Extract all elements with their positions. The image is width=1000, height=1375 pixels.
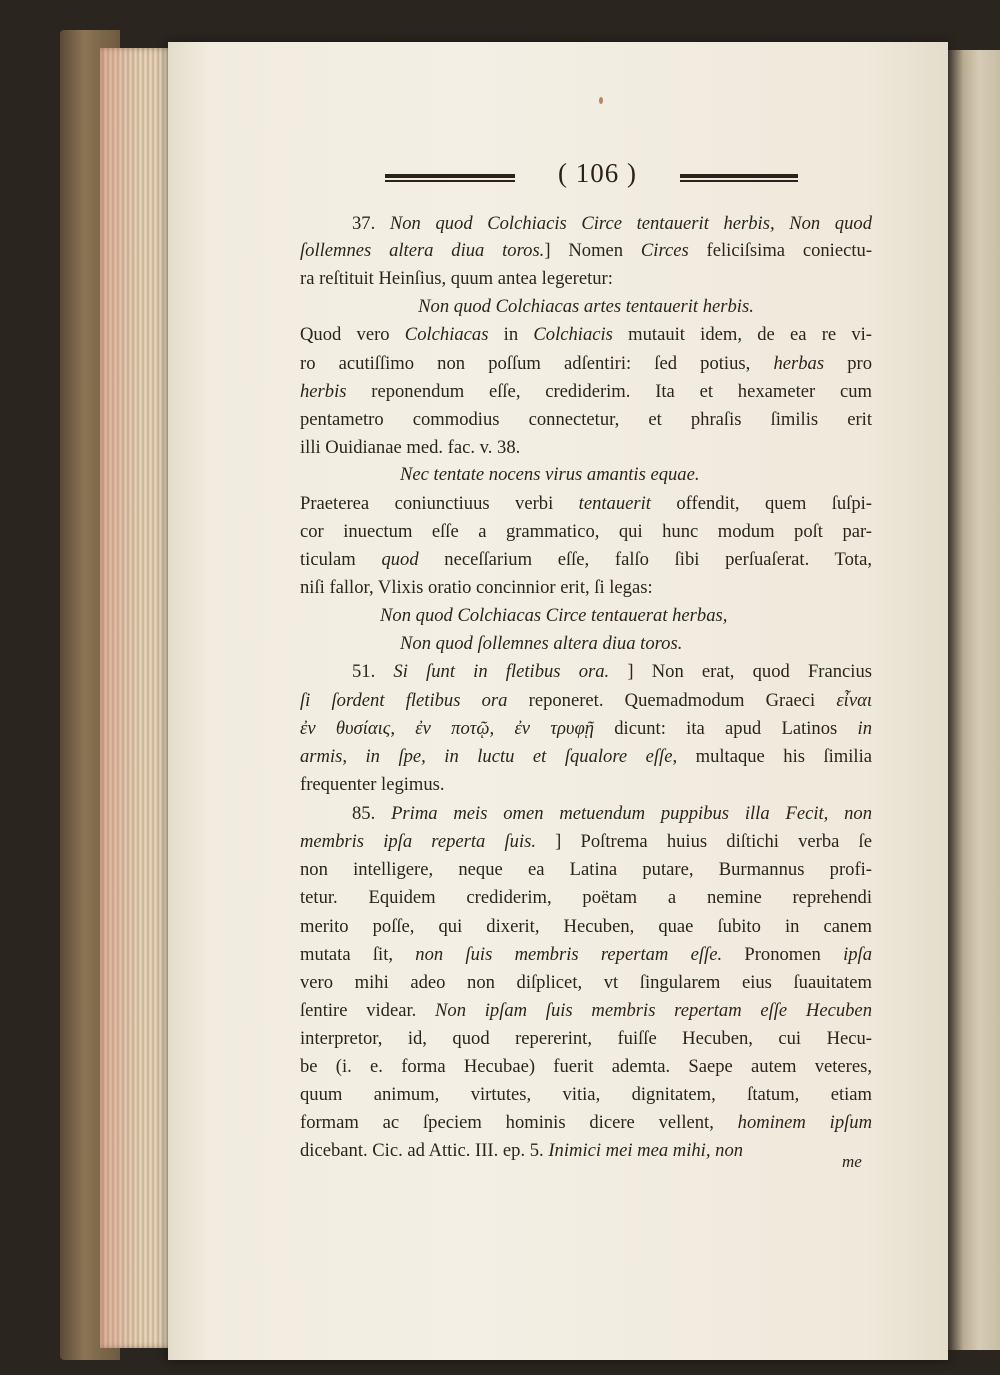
text-segment: offendit, quem ſuſpi-	[650, 493, 872, 514]
text-segment: formam ac ſpeciem hominis dicere vellent,	[300, 1112, 738, 1133]
text-segment: 85.	[352, 803, 392, 824]
text-segment: Quod vero	[300, 324, 405, 345]
text-segment: reponeret. Quemadmodum Graeci	[507, 690, 837, 711]
text-segment: ] Nomen	[544, 240, 641, 261]
text-segment: dicebant. Cic. ad Attic. III. ep. 5.	[300, 1140, 549, 1161]
text-line	[300, 913, 872, 941]
text-segment: ] Non erat, quod Francius	[609, 661, 872, 682]
text-segment: neceſſarium eſſe, falſo ſibi perſuaſerat. Tota,	[418, 549, 872, 570]
text-segment: niſi fallor, Vlixis oratio concinnior erit, ſi legas:	[300, 577, 653, 598]
text-segment: frequenter legimus.	[300, 774, 445, 795]
text-line	[300, 1053, 872, 1081]
text-line	[300, 265, 872, 293]
text-line	[300, 1137, 872, 1165]
text-line	[300, 856, 872, 884]
text-segment: pro	[824, 353, 872, 374]
text-segment: dicunt: ita apud Latinos	[593, 718, 858, 739]
italic-segment: herbis	[300, 381, 347, 402]
text-line	[300, 237, 872, 265]
text-line	[300, 378, 872, 406]
italic-segment: ἐν θυσίαις, ἐν ποτῷ, ἐν τρυφῇ	[300, 718, 594, 739]
italic-segment: Nec tentate nocens virus amantis equae.	[400, 464, 700, 485]
text-segment: mutata ſit,	[300, 944, 416, 965]
text-segment: ticulam	[300, 549, 382, 570]
text-segment: pentametro commodius connectetur, et phraſis ſimilis erit	[300, 409, 872, 430]
text-segment: interpretor, id, quod repererint, fuiſſe Hecuben, cui Hecu-	[300, 1028, 872, 1049]
text-segment: ſentire videar.	[300, 1000, 436, 1021]
text-segment: in	[488, 324, 534, 345]
italic-segment: armis, in ſpe, in luctu et ſqualore eſſe	[300, 746, 673, 767]
text-segment: ] Poſtrema huius diſtichi verba ſe	[536, 831, 872, 852]
text-line	[300, 461, 872, 489]
page-edges-tint	[100, 48, 140, 1348]
italic-segment: Non quod Colchiacas Circe tentauerat herbas,	[380, 605, 728, 626]
text-line	[300, 434, 872, 462]
text-line	[300, 406, 872, 434]
text-segment: Praeterea coniunctiuus verbi	[300, 493, 579, 514]
book-gutter	[948, 50, 1000, 1350]
italic-segment: Colchiacas	[404, 324, 489, 345]
text-segment: 51.	[352, 661, 394, 682]
text-line	[300, 210, 872, 238]
italic-segment: herbas	[773, 353, 825, 374]
text-segment: mutauit idem, de ea re vi-	[612, 324, 873, 345]
text-line	[300, 1109, 872, 1137]
text-line	[300, 969, 872, 997]
italic-segment: ipſa	[843, 944, 873, 965]
text-line	[300, 602, 872, 630]
text-segment: cor inuectum eſſe a grammatico, qui hunc modum poſt par-	[300, 521, 872, 542]
text-line	[300, 350, 872, 378]
text-line	[300, 630, 872, 658]
text-segment: ra reſtituit Heinſius, quum antea legeretur:	[300, 268, 613, 289]
text-line	[300, 828, 872, 856]
italic-segment: Si ſunt in fletibus ora.	[393, 661, 610, 682]
text-line	[300, 574, 872, 602]
italic-segment: Non quod ſollemnes altera diua toros.	[400, 633, 683, 654]
page-number: ( 106 )	[558, 158, 637, 188]
text-line	[300, 687, 872, 715]
italic-segment: Colchiacis	[533, 324, 613, 345]
italic-segment: in	[857, 718, 872, 739]
italic-segment: quod	[381, 549, 419, 570]
text-line	[300, 658, 872, 686]
text-line	[300, 715, 872, 743]
italic-segment: ſollemnes altera diua toros.	[300, 240, 545, 261]
text-line	[300, 941, 872, 969]
text-line	[300, 321, 872, 349]
text-segment: Pronomen	[722, 944, 844, 965]
text-segment: , multaque his ſimilia	[672, 746, 873, 767]
text-line	[300, 1025, 872, 1053]
italic-segment: membris ipſa reperta ſuis.	[300, 831, 537, 852]
catchword: me	[842, 1152, 862, 1171]
italic-segment: εἶναι	[836, 690, 873, 711]
text-line	[300, 518, 872, 546]
header-rule-left	[385, 174, 515, 183]
text-segment: 37.	[352, 213, 390, 234]
italic-segment: Non ipſam ſuis membris repertam eſſe Hecuben	[435, 1000, 872, 1021]
italic-segment: Non quod Colchiacis Circe tentauerit herbis, Non quod	[389, 213, 872, 234]
text-segment: vero mihi adeo non diſplicet, vt ſingularem eius ſuauitatem	[300, 972, 872, 993]
ink-spot	[599, 97, 603, 104]
italic-segment: hominem ipſum	[737, 1112, 873, 1133]
text-line	[300, 800, 872, 828]
italic-segment: Inimici mei mea mihi, non	[548, 1140, 744, 1161]
text-segment: reponendum eſſe, crediderim. Ita et hexameter cum	[346, 381, 872, 402]
text-line	[300, 490, 872, 518]
text-line	[300, 293, 872, 321]
text-line	[300, 997, 872, 1025]
text-line	[300, 771, 872, 799]
text-segment: tetur. Equidem crediderim, poëtam a nemine reprehendi	[300, 887, 872, 908]
text-segment: be (i. e. forma Hecubae) fuerit ademta. Saepe autem veteres,	[300, 1056, 872, 1077]
italic-segment: Non quod Colchiacas artes tentauerit herbis.	[418, 296, 754, 317]
text-segment: illi Ouidianae med. fac. v. 38.	[300, 437, 521, 458]
italic-segment: ſi ſordent fletibus ora	[300, 690, 508, 711]
text-segment: quum animum, virtutes, vitia, dignitatem, ſtatum, etiam	[300, 1084, 872, 1105]
italic-segment: Circes	[640, 240, 689, 261]
text-line	[300, 743, 872, 771]
italic-segment: tentauerit	[578, 493, 651, 514]
text-segment: feliciſsima coniectu-	[688, 240, 873, 261]
text-segment: ro acutiſſimo non poſſum adſentiri: ſed potius,	[300, 353, 774, 374]
text-line	[300, 884, 872, 912]
italic-segment: Prima meis omen metuendum puppibus illa Fecit, non	[391, 803, 873, 824]
text-segment: non intelligere, neque ea Latina putare, Burmannus profi-	[300, 859, 872, 880]
text-line	[300, 546, 872, 574]
italic-segment: non ſuis membris repertam eſſe.	[415, 944, 723, 965]
text-line	[300, 1081, 872, 1109]
text-segment: merito poſſe, qui dixerit, Hecuben, quae ſubito in canem	[300, 916, 872, 937]
header-rule-right	[680, 174, 798, 183]
